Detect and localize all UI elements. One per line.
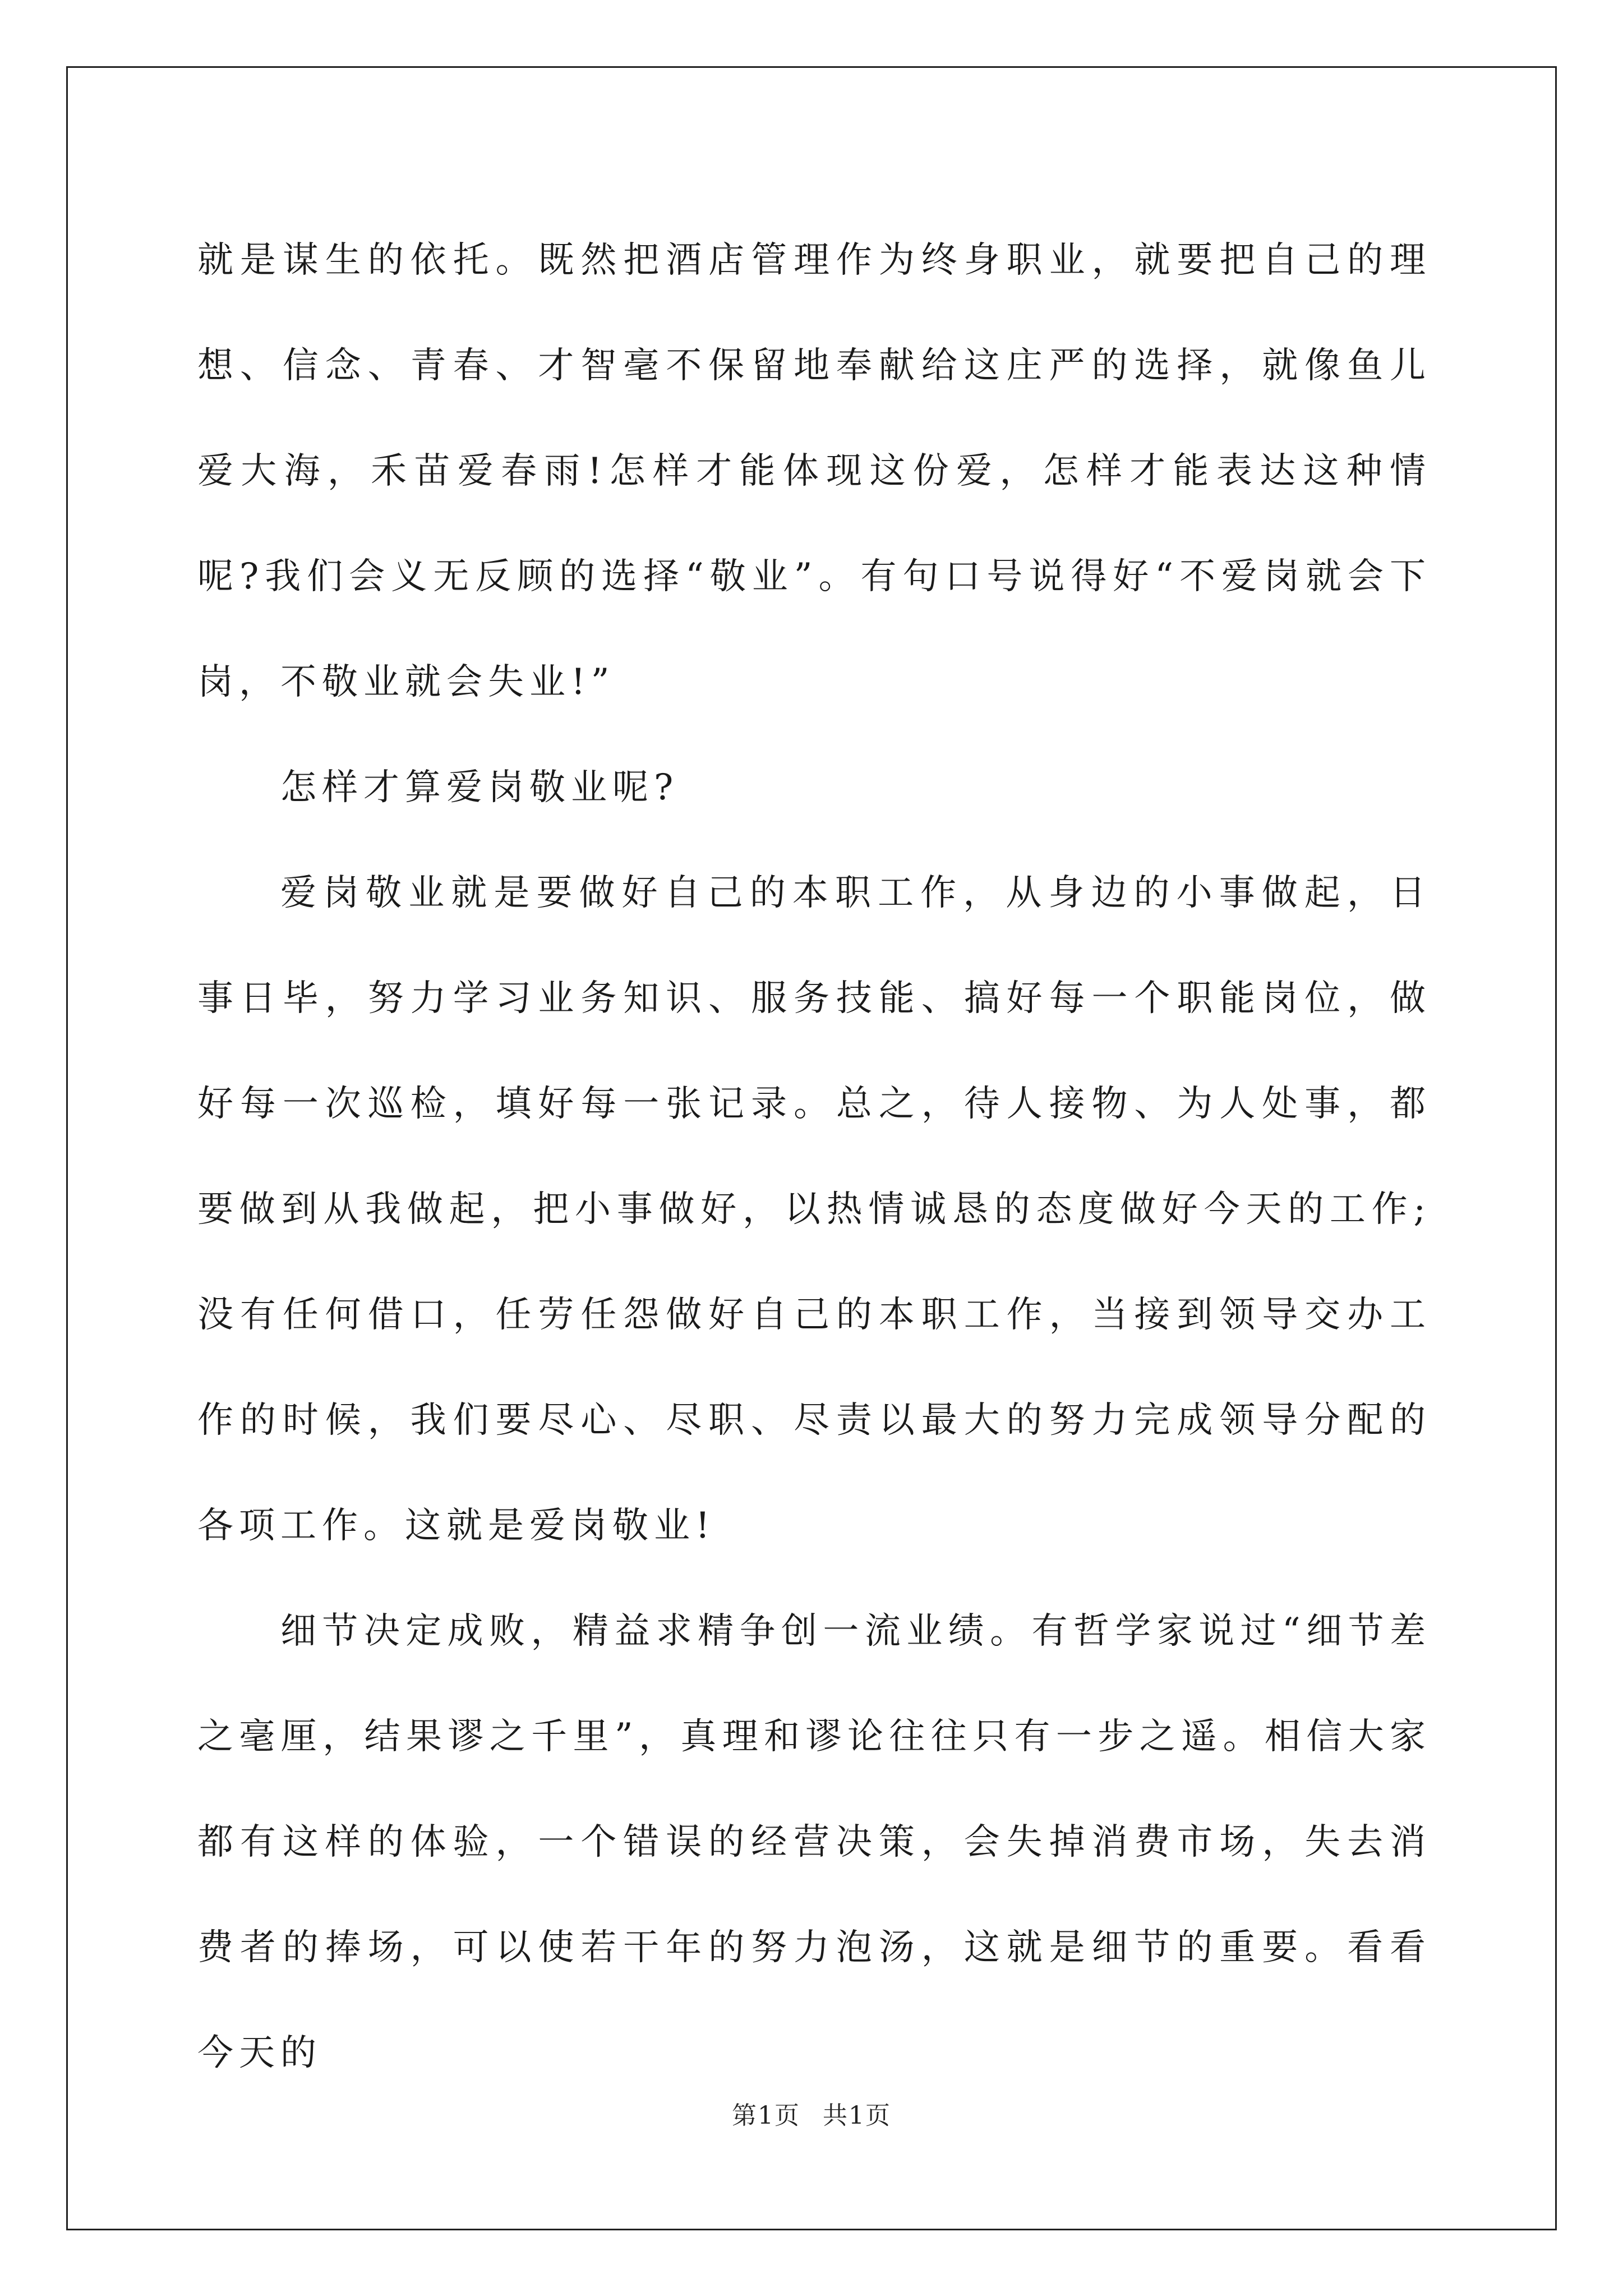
paragraph-details: 细节决定成败，精益求精争创一流业绩。有哲学家说过“细节差之毫厘，结果谬之千里”，真理和谬论往往只有一步之遥。相信大家都有这样的体验，一个错误的经营决策，会失掉消费市场，失去消费者的捧场，可以使若干年的努力泡汤，这就是细节的重要。看看今天的 — [197, 1611, 1431, 2074]
paragraph-question: 怎样才算爱岗敬业呢? — [280, 767, 679, 808]
paragraph-continuation: 就是谋生的依托。既然把酒店管理作为终身职业，就要把自己的理想、信念、青春、才智毫不保留地奉献给这庄严的选择，就像鱼儿爱大海，禾苗爱春雨!怎样才能体现这份爱，怎样才能表达这种情呢?我们会义无反顾的选择“敬业”。有句口号说得好“不爱岗就会下岗，不敬业就会失业!” — [197, 240, 1431, 703]
document-body — [197, 208, 1431, 2106]
page-footer — [0, 2095, 1623, 2131]
page-total: 共1页 — [823, 2101, 891, 2130]
page-number: 第1页 — [732, 2101, 800, 2130]
paragraph-dedication: 爱岗敬业就是要做好自己的本职工作，从身边的小事做起，日事日毕，努力学习业务知识、服务技能、搞好每一个职能岗位，做好每一次巡检，填好每一张记录。总之，待人接物、为人处事，都要做到从我做起，把小事做好，以热情诚恳的态度做好今天的工作;没有任何借口，任劳任怨做好自己的本职工作，当接到领导交办工作的时候，我们要尽心、尽职、尽责以最大的努力完成领导分配的各项工作。这就是爱岗敬业! — [197, 872, 1431, 1547]
